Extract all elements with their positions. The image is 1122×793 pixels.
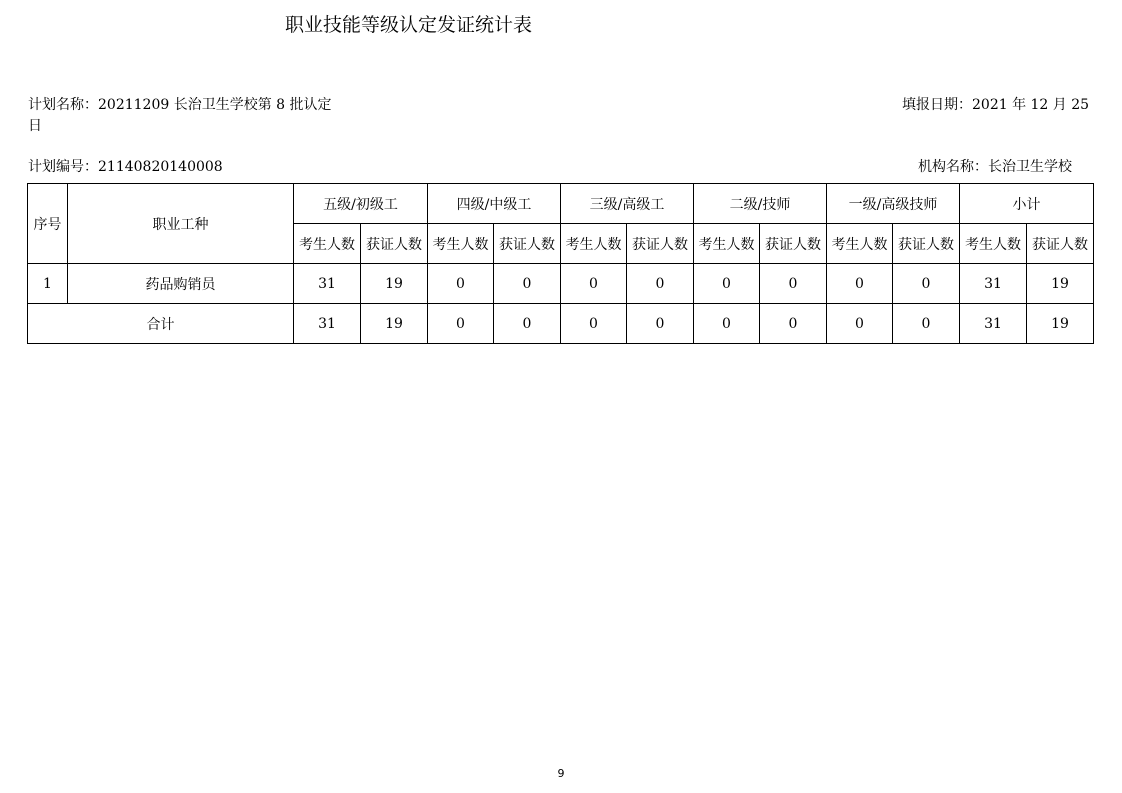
page-title: 职业技能等级认定发证统计表 xyxy=(285,14,533,36)
total-cell: 0 xyxy=(893,304,960,344)
total-cell: 0 xyxy=(561,304,627,344)
total-cell: 0 xyxy=(428,304,494,344)
certification-stats-table xyxy=(27,183,1094,344)
header-level-1: 一级/高级技师 xyxy=(827,184,960,224)
table-cell: 0 xyxy=(494,264,561,304)
plan-name: 计划名称：20211209 长治卫生学校第 8 批认定 xyxy=(28,97,332,113)
plan-number: 计划编号：21140820140008 xyxy=(28,159,223,175)
table-cell: 19 xyxy=(1027,264,1094,304)
header-row-levels xyxy=(28,184,1094,224)
total-cell: 31 xyxy=(294,304,361,344)
header-examinees: 考生人数 xyxy=(827,224,893,264)
total-cell: 0 xyxy=(627,304,694,344)
header-seq: 序号 xyxy=(28,184,68,264)
header-certified: 获证人数 xyxy=(361,224,428,264)
header-examinees: 考生人数 xyxy=(694,224,760,264)
header-examinees: 考生人数 xyxy=(428,224,494,264)
header-examinees: 考生人数 xyxy=(960,224,1027,264)
table-cell: 0 xyxy=(760,264,827,304)
row-occupation: 药品购销员 xyxy=(68,264,294,304)
table-cell: 31 xyxy=(294,264,361,304)
total-cell: 0 xyxy=(760,304,827,344)
total-cell: 0 xyxy=(694,304,760,344)
header-certified: 获证人数 xyxy=(760,224,827,264)
total-cell: 0 xyxy=(494,304,561,344)
header-level-4: 四级/中级工 xyxy=(428,184,561,224)
table-cell: 0 xyxy=(893,264,960,304)
total-cell: 31 xyxy=(960,304,1027,344)
header-occupation: 职业工种 xyxy=(68,184,294,264)
page-number: 9 xyxy=(557,767,565,780)
plan-name-continued: 日 xyxy=(28,118,42,134)
header-examinees: 考生人数 xyxy=(561,224,627,264)
header-subtotal: 小计 xyxy=(960,184,1094,224)
table-cell: 0 xyxy=(428,264,494,304)
fill-date: 填报日期：2021 年 12 月 25 xyxy=(902,97,1090,113)
organization-name: 机构名称：长治卫生学校 xyxy=(918,159,1072,175)
table-cell: 19 xyxy=(361,264,428,304)
header-level-5: 五级/初级工 xyxy=(294,184,428,224)
header-certified: 获证人数 xyxy=(1027,224,1094,264)
table-cell: 0 xyxy=(827,264,893,304)
header-certified: 获证人数 xyxy=(494,224,561,264)
total-cell: 19 xyxy=(1027,304,1094,344)
table-cell: 0 xyxy=(694,264,760,304)
table-cell: 0 xyxy=(561,264,627,304)
table-cell: 31 xyxy=(960,264,1027,304)
row-seq: 1 xyxy=(28,264,68,304)
total-cell: 0 xyxy=(827,304,893,344)
header-examinees: 考生人数 xyxy=(294,224,361,264)
header-certified: 获证人数 xyxy=(627,224,694,264)
table-cell: 0 xyxy=(627,264,694,304)
total-row xyxy=(28,304,1094,344)
total-label: 合计 xyxy=(28,304,294,344)
header-certified: 获证人数 xyxy=(893,224,960,264)
header-level-3: 三级/高级工 xyxy=(561,184,694,224)
total-cell: 19 xyxy=(361,304,428,344)
header-level-2: 二级/技师 xyxy=(694,184,827,224)
table-row xyxy=(28,264,1094,304)
